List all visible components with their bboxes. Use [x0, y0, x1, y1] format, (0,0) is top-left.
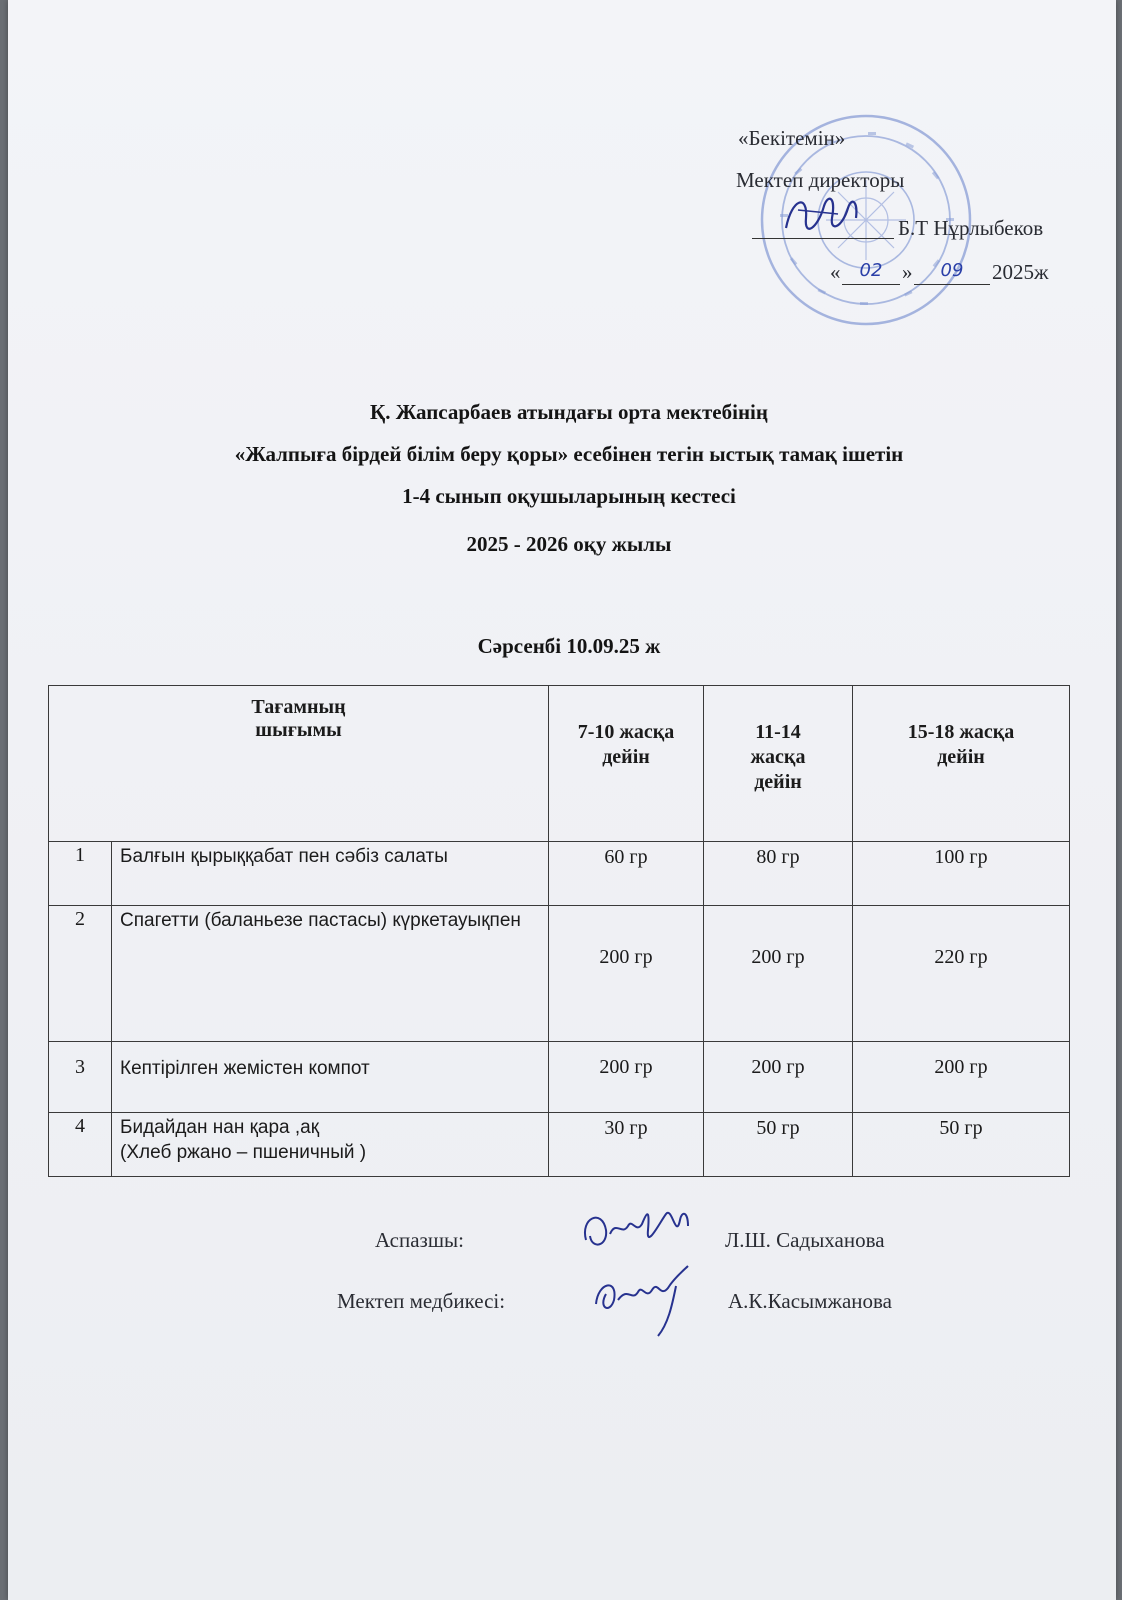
director-signature [778, 188, 878, 248]
signature-line [752, 238, 894, 239]
dish-name: Кептірілген жемістен компот [112, 1042, 549, 1113]
portion-age-15-18: 200 гр [853, 1042, 1070, 1113]
dish-name-line-1: Бидайдан нан қара ,ақ [120, 1117, 320, 1138]
header-age-15-18: 15-18 жасқа дейін [853, 686, 1070, 842]
nurse-signature [588, 1262, 708, 1340]
title-line-3: 1-4 сынып оқушыларының кестесі [402, 484, 736, 508]
nurse-label: Мектеп медбикесі: [337, 1289, 506, 1313]
date-year: 2025ж [992, 260, 1049, 284]
portion-age-11-14: 80 гр [704, 842, 853, 906]
date-month: 09 [914, 262, 990, 285]
header-age-11-14: 11-14 жасқа дейін [704, 686, 853, 842]
date-close-quote: » [902, 260, 913, 284]
portion-age-11-14: 200 гр [704, 1042, 853, 1113]
table-header-row [49, 686, 1070, 842]
cook-name: Л.Ш. Садыханова [725, 1228, 885, 1252]
title-line-1: Қ. Жапсарбаев атындағы орта мектебінің [370, 400, 768, 424]
portion-age-7-10: 60 гр [549, 842, 704, 906]
dish-name [112, 1113, 549, 1177]
title-line-2: «Жалпыға бірдей білім беру қоры» есебінен тегін ыстық тамақ ішетін [234, 442, 904, 466]
portion-age-7-10: 200 гр [549, 906, 704, 1042]
table-row [49, 1113, 1070, 1177]
portion-age-15-18: 220 гр [853, 906, 1070, 1042]
portion-age-11-14: 50 гр [704, 1113, 853, 1177]
portion-age-15-18: 100 гр [853, 842, 1070, 906]
table-row [49, 842, 1070, 906]
row-number: 2 [49, 906, 112, 1042]
header-item: Тағамның шығымы [49, 686, 549, 842]
approval-heading: «Бекітемін» [738, 126, 846, 150]
dish-name: Спагетти (баланьезе пастасы) күркетауықпен [112, 906, 549, 1042]
document-page [8, 0, 1116, 1600]
portion-age-7-10: 30 гр [549, 1113, 704, 1177]
header-age-7-10: 7-10 жасқа дейін [549, 686, 704, 842]
date-day: 02 [842, 262, 900, 285]
menu-table [48, 685, 1070, 1177]
row-number: 1 [49, 842, 112, 906]
date-open-quote: « [830, 260, 841, 284]
nurse-name: А.К.Касымжанова [728, 1289, 892, 1313]
cook-signature [576, 1200, 706, 1264]
cook-label: Аспазшы: [375, 1228, 464, 1252]
table-row [49, 1042, 1070, 1113]
dish-name: Балғын қырыққабат пен сәбіз салаты [112, 842, 549, 906]
title-line-4: 2025 - 2026 оқу жылы [466, 532, 672, 556]
table-row [49, 906, 1070, 1042]
day-heading: Сәрсенбі 10.09.25 ж [477, 634, 661, 658]
director-title: Мектеп директоры [736, 168, 905, 192]
row-number: 4 [49, 1113, 112, 1177]
portion-age-7-10: 200 гр [549, 1042, 704, 1113]
dish-name-line-2: (Хлеб ржано – пшеничный ) [120, 1142, 367, 1164]
portion-age-11-14: 200 гр [704, 906, 853, 1042]
director-name: Б.Т Нұрлыбеков [898, 216, 1044, 240]
row-number: 3 [49, 1042, 112, 1113]
portion-age-15-18: 50 гр [853, 1113, 1070, 1177]
